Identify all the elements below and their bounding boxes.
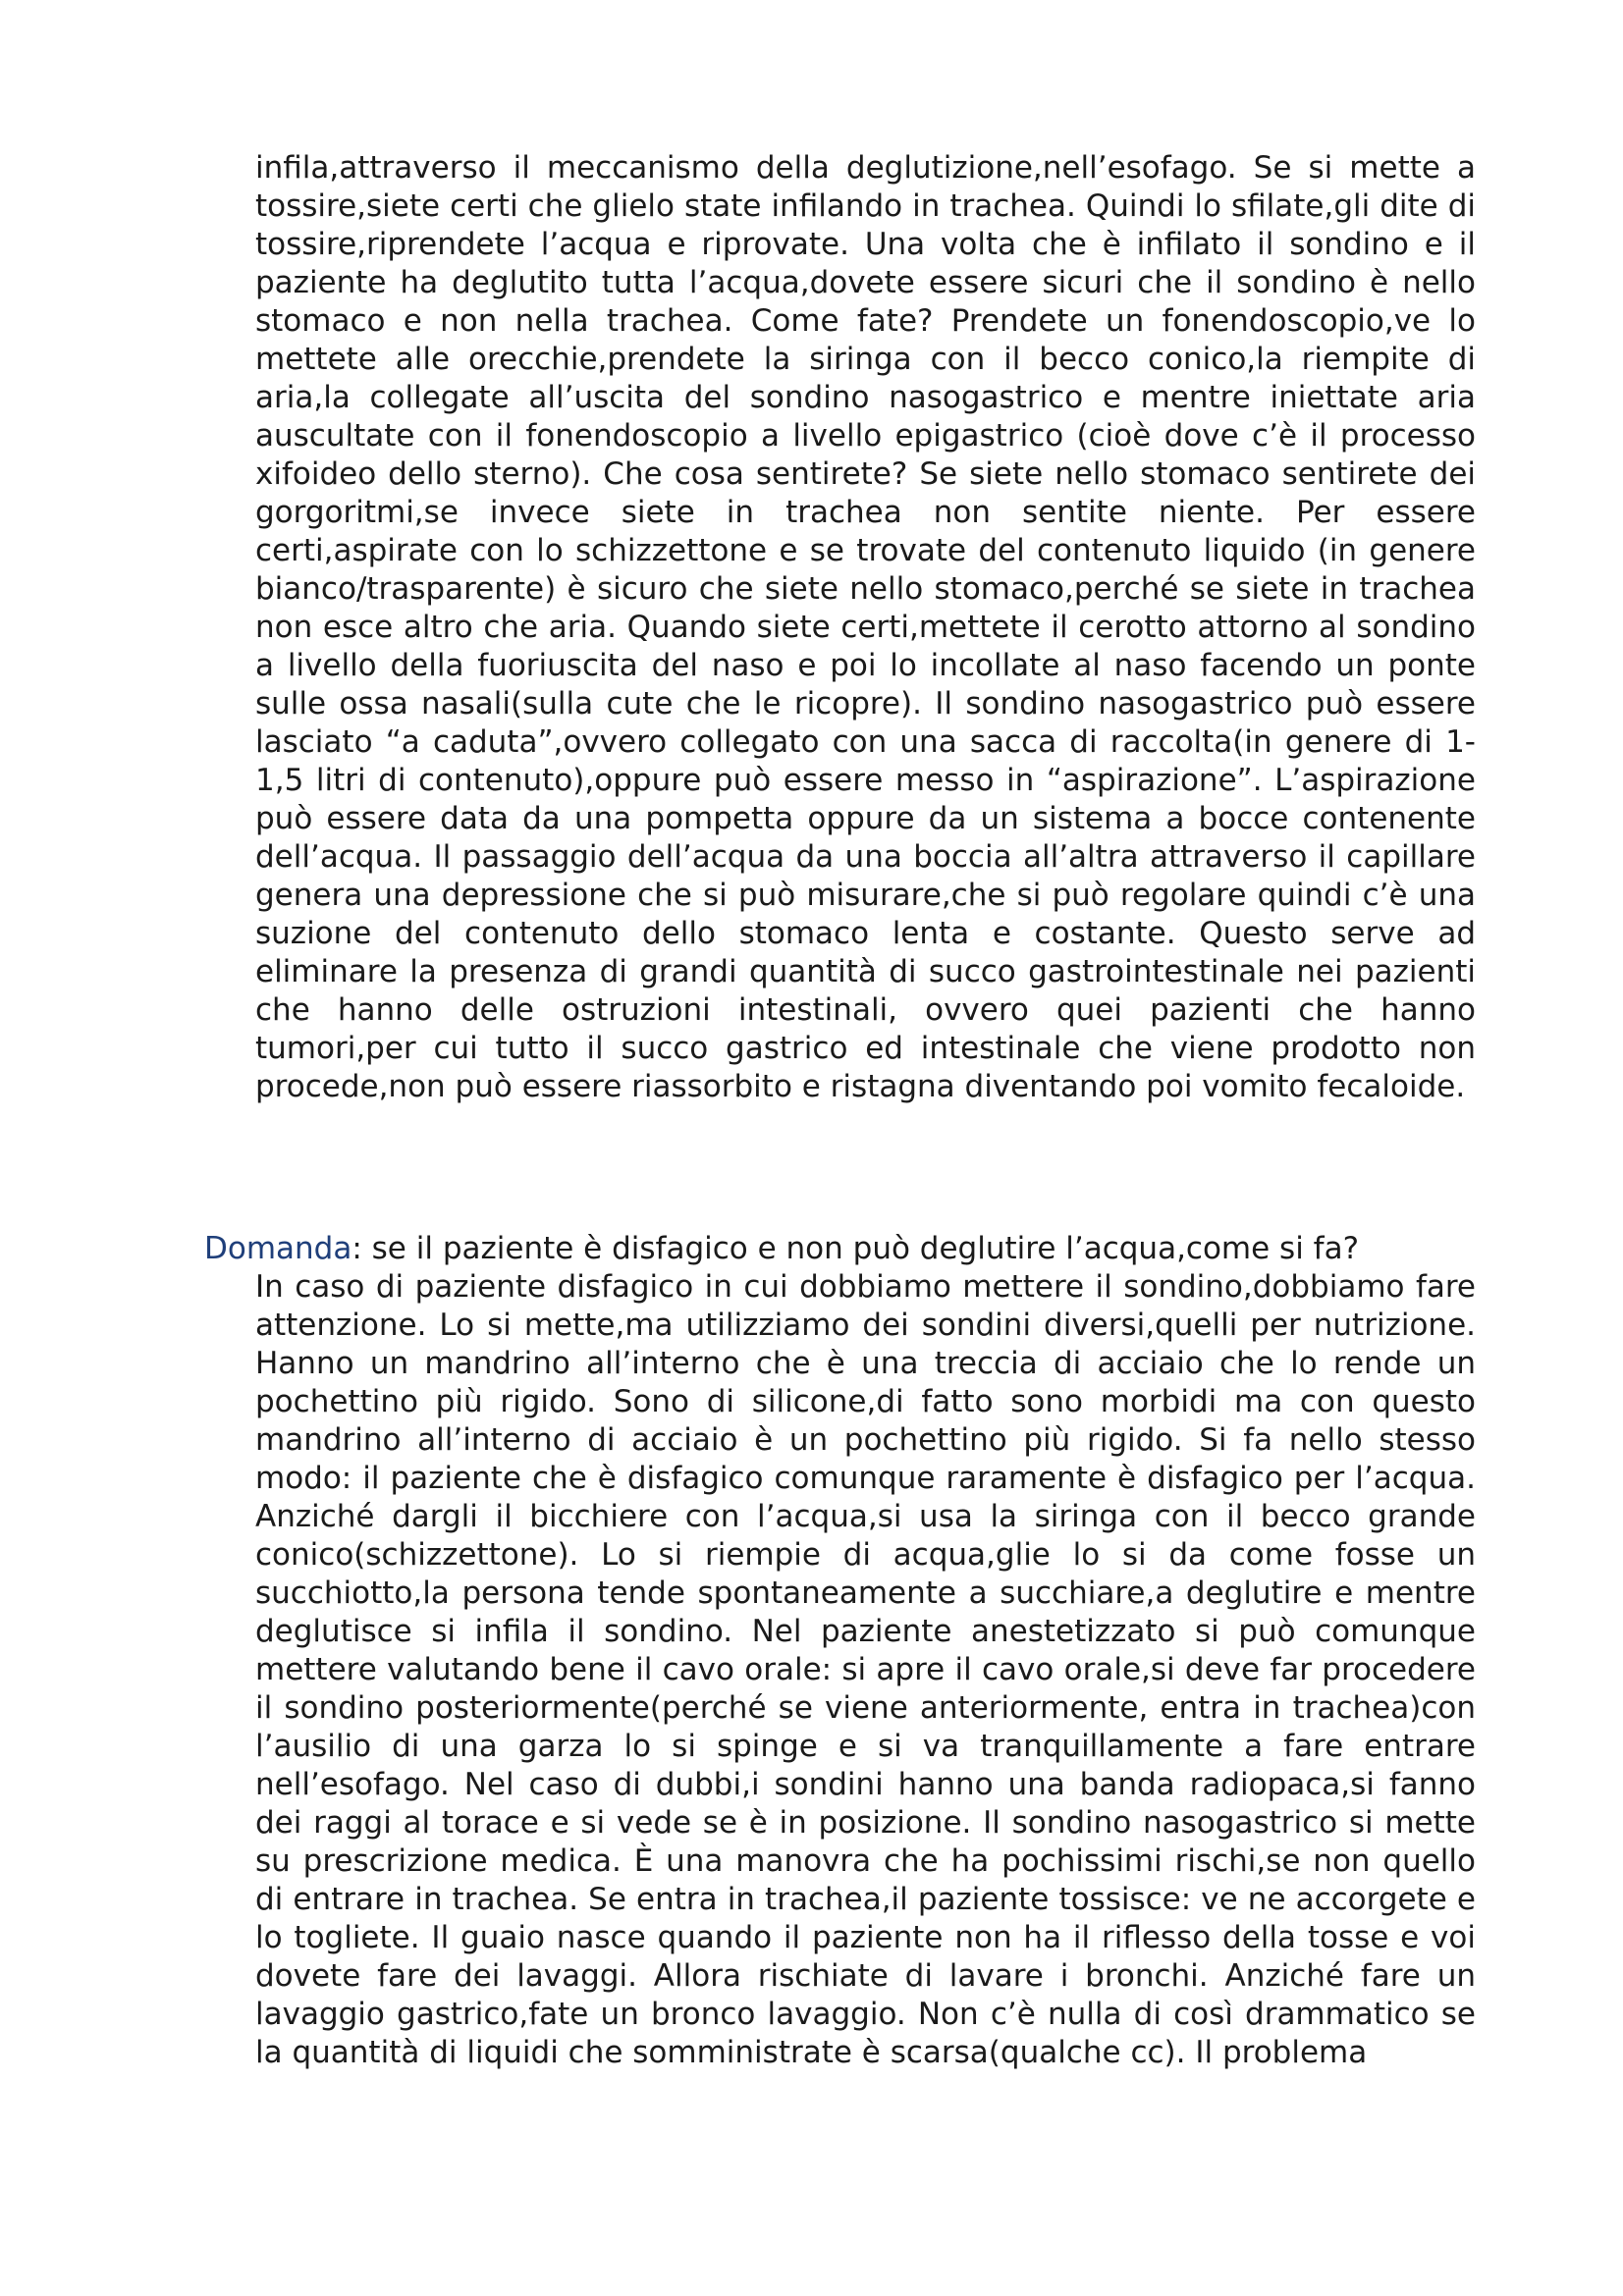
paragraph-nasogastric-tube-placement: infila,attraverso il meccanismo della deglutizione,nell’esofago. Se si mette a tossire,siete certi che glielo state infilando in trachea. Quindi lo sfilate,gli dite di tossire,riprendete l’acqua e riprovate. Una volta che è infilato il sondino e il paziente ha deglutito tutta l’acqua,dovete essere sicuri che il sondino è nello stomaco e non nella trachea. Come fate? Prendete un fonendoscopio,ve lo mettete alle orecchie,prendete la siringa con il becco conico,la riempite di aria,la collegate all’uscita del sondino nasogastrico e mentre iniettate aria auscultate con il fonendoscopio a livello epigastrico (cioè dove c’è il processo xifoideo dello sterno). Che cosa sentirete? Se siete nello stomaco sentirete dei gorgoritmi,se invece siete in trachea non sentite niente. Per essere certi,aspirate con lo schizzettone e se trovate del contenuto liquido (in genere bianco/trasparente) è sicuro che siete nello stomaco,perché se siete in trachea non esce altro che aria. Quando siete certi,mettete il cerotto attorno al sondino a livello della fuoriuscita del naso e poi lo incollate al naso facendo un ponte sulle ossa nasali(sulla cute che le ricopre). Il sondino nasogastrico può essere lasciato “a caduta”,ovvero collegato con una sacca di raccolta(in genere di 1-1,5 litri di contenuto),oppure può essere messo in “aspirazione”. L’aspirazione può essere data da una pompetta oppure da un sistema a bocce contenente dell’acqua. Il passaggio dell’acqua da una boccia all’altra attraverso il capillare genera una depressione che si può misurare,che si può regolare quindi c’è una suzione del contenuto dello stomaco lenta e costante. Questo serve ad eliminare la presenza di grandi quantità di succo gastrointestinale nei pazienti che hanno delle ostruzioni intestinali, ovvero quei pazienti che hanno tumori,per cui tutto il succo gastrico ed intestinale che viene prodotto non procede,non può essere riassorbito e ristagna diventando poi vomito fecaloide. [255,150,1476,1104]
paragraph-dysphagic-patient-answer: In caso di paziente disfagico in cui dobbiamo mettere il sondino,dobbiamo fare attenzione. Lo si mette,ma utilizziamo dei sondini diversi,quelli per nutrizione. Hanno un mandrino all’interno che è una treccia di acciaio che lo rende un pochettino più rigido. Sono di silicone,di fatto sono morbidi ma con questo mandrino all’interno di acciaio è un pochettino più rigido. Si fa nello stesso modo: il paziente che è disfagico comunque raramente è disfagico per l’acqua. Anziché dargli il bicchiere con l’acqua,si usa la siringa con il becco grande conico(schizzettone). Lo si riempie di acqua,glie lo si da come fosse un succhiotto,la persona tende spontaneamente a succhiare,a deglutire e mentre deglutisce si infila il sondino. Nel paziente anestetizzato si può comunque mettere valutando bene il cavo orale: si apre il cavo orale,si deve far procedere il sondino posteriormente(perché se viene anteriormente, entra in trachea)con l’ausilio di una garza lo si spinge e si va tranquillamente a fare entrare nell’esofago. Nel caso di dubbi,i sondini hanno una banda radiopaca,si fanno dei raggi al torace e si vede se è in posizione. Il sondino nasogastrico si mette su prescrizione medica. È una manovra che ha pochissimi rischi,se non quello di entrare in trachea. Se entra in trachea,il paziente tossisce: ve ne accorgete e lo togliete. Il guaio nasce quando il paziente non ha il riflesso della tosse e voi dovete fare dei lavaggi. Allora rischiate di lavare i bronchi. Anziché fare un lavaggio gastrico,fate un bronco lavaggio. Non c’è nulla di così drammatico se la quantità di liquidi che somministrate è scarsa(qualche cc). Il problema [255,1269,1476,2070]
question-label: Domanda [204,1231,352,1266]
question-line [204,1230,1476,1268]
question-text: : se il paziente è disfagico e non può deglutire l’acqua,come si fa? [352,1231,1360,1266]
